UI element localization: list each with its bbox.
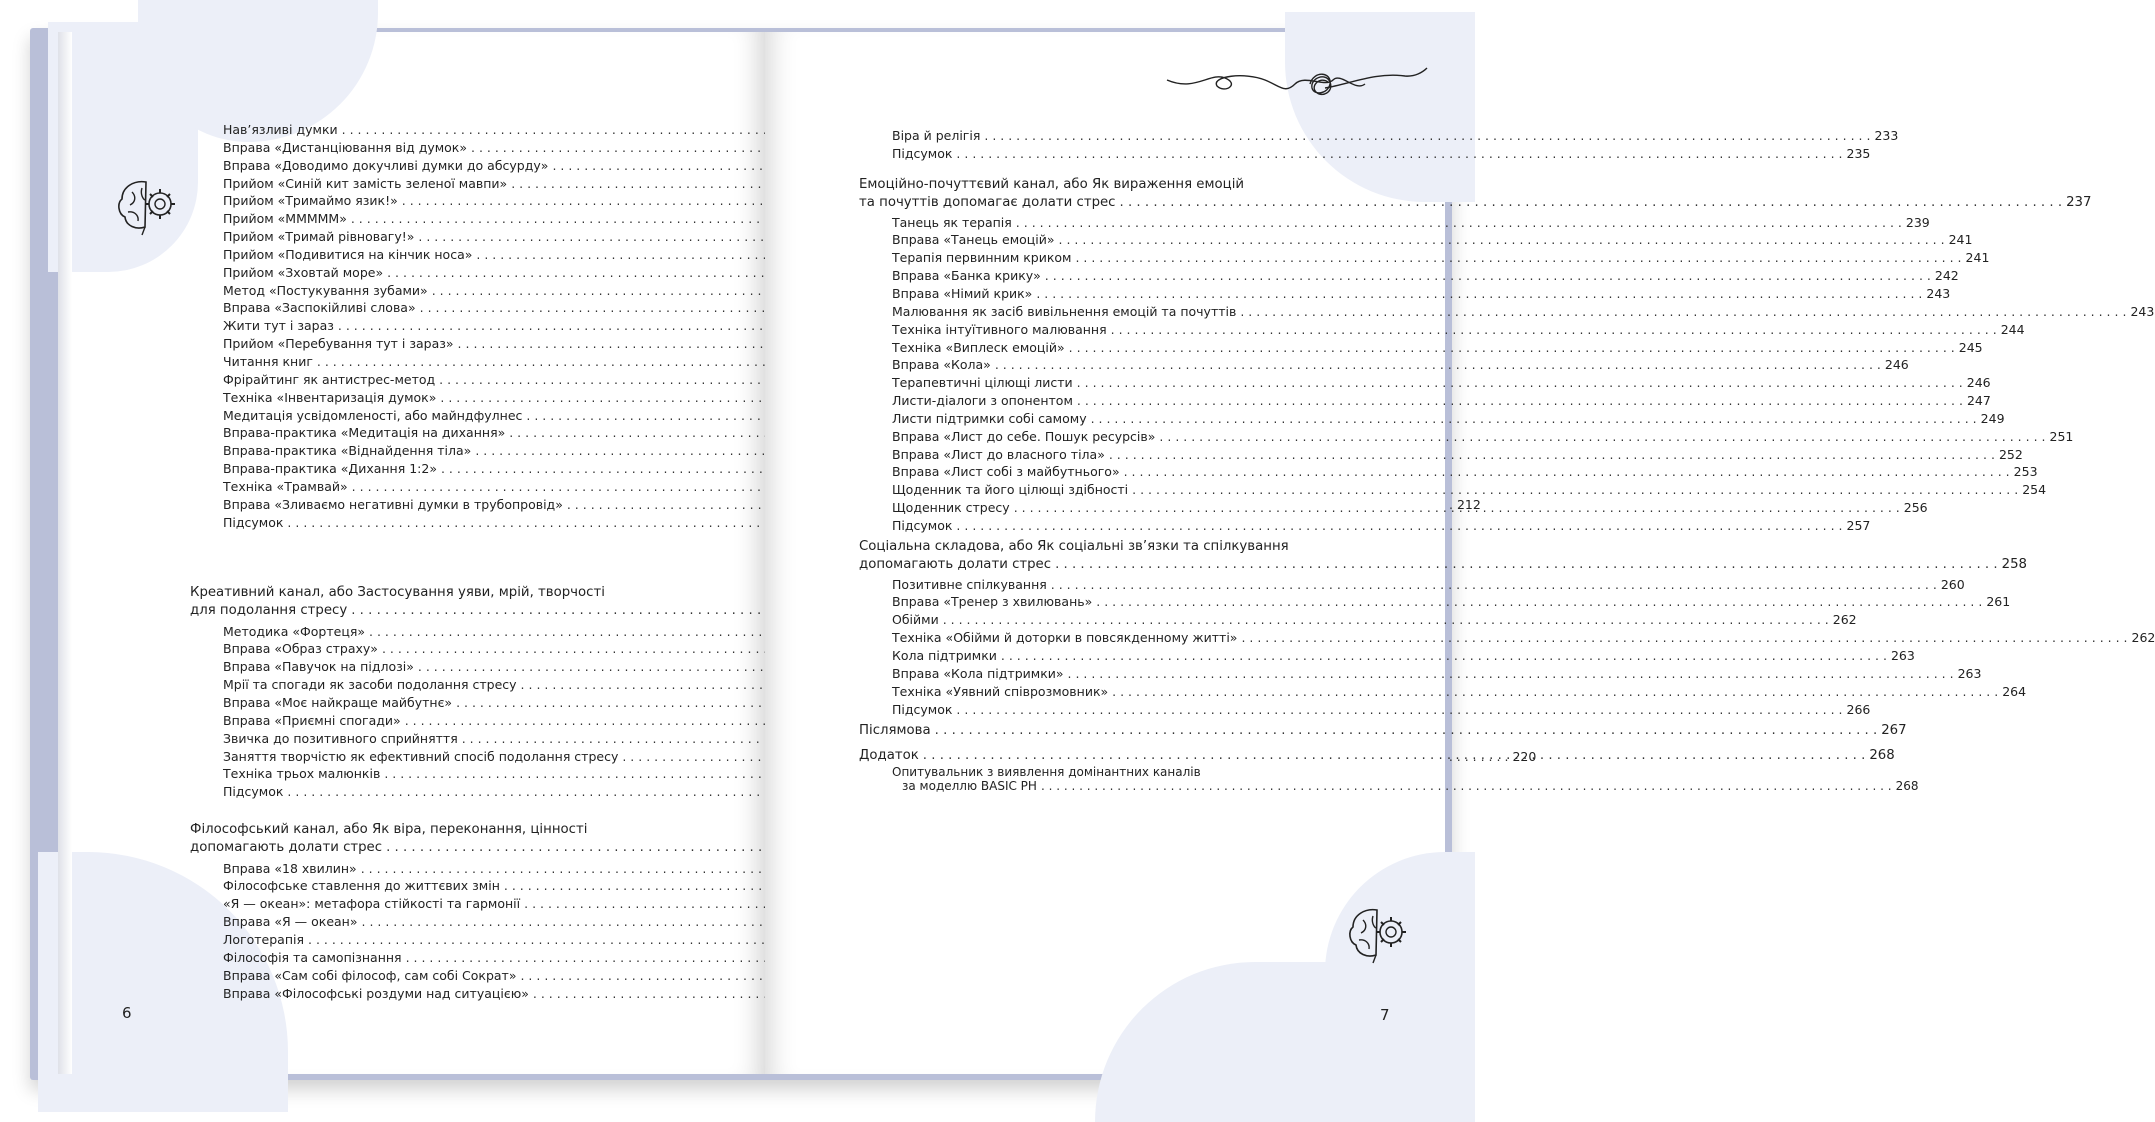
toc-entry-title: Вправа-практика «Дихання 1:2» [223,461,437,477]
toc-entry[interactable] [223,949,679,967]
toc-entry[interactable] [223,353,679,371]
toc-afterword [859,722,1907,740]
toc-entry[interactable] [223,157,679,175]
page-number-left: 6 [122,1004,132,1022]
toc-entry-title: Методика «Фортеця» [223,623,365,639]
toc-entry-title: Вправа «Заспокійливі слова» [223,300,416,316]
scribble-line-icon [1165,62,1435,112]
section-heading-line1: Креативний канал, або Застосування уяви, мрій, творчості [190,585,605,600]
toc-entry[interactable] [223,895,679,913]
page-number: 268 [1869,748,1895,763]
leader-dots [1014,499,1900,517]
toc-entry[interactable] [223,676,679,694]
toc-entry[interactable] [223,424,679,442]
section-entries [190,860,679,1003]
section-heading[interactable] [190,821,679,857]
toc-entry-page: 263 [1957,665,1982,681]
toc-entry-title: Техніка «Виплеск емоцій» [892,339,1065,355]
toc-entry[interactable] [223,765,679,783]
afterword-title: Післямова [859,723,931,738]
toc-entry-title: Філософія та самопізнання [223,949,402,965]
toc-entry-page: 252 [1998,446,2023,462]
toc-entry-title: Вправа «Банка крику» [892,268,1041,284]
toc-entry-title: Техніка «Трамвай» [223,478,348,494]
toc-entry-page: 253 [2013,464,2038,480]
toc-entry[interactable] [892,446,2023,464]
toc-entry-title: Вправа «18 хвилин» [223,860,357,876]
leader-dots [1132,481,2018,499]
toc-entry-title: Прийом «Тримай рівновагу!» [223,229,415,245]
toc-entry-title: Терапевтичні цілющі листи [892,375,1073,391]
toc-entry[interactable] [892,517,1871,535]
leader-dots [1111,321,1997,339]
toc-entry[interactable] [223,264,679,282]
toc-entry-title: Обійми [892,612,939,628]
toc-entry-page: 212 [1456,496,1481,512]
afterword-entry[interactable] [859,722,1907,740]
toc-entry-page: 241 [1965,250,1990,266]
toc-entry-title: Кола підтримки [892,647,997,663]
leader-dots [1068,665,1954,683]
toc-entry[interactable] [892,267,1959,285]
toc-entry[interactable] [892,647,1915,665]
leader-dots [1096,593,1982,611]
page-number: 258 [2001,556,2028,572]
toc-entry[interactable] [892,481,2047,499]
leader-dots [984,127,1870,145]
toc-entry[interactable] [223,877,679,895]
toc-social-section [859,538,2155,718]
leader-dots [1109,446,1995,464]
toc-entry-title: Жити тут і зараз [223,318,334,334]
toc-entry[interactable] [892,428,2074,446]
toc-entry[interactable] [223,282,679,300]
toc-entry-title: Підсумок [892,701,953,717]
toc-entry[interactable] [223,623,679,641]
toc-entry-title: Прийом «Синій кит замість зеленої мавпи» [223,175,508,191]
toc-entry[interactable] [892,321,2025,339]
toc-entry[interactable] [223,913,679,931]
toc-entry-page: 260 [1940,576,1965,592]
toc-entry-title: Вправа «Зливаємо негативні думки в трубопровід» [223,496,563,512]
toc-entry[interactable] [223,192,679,210]
toc-entry-title: Прийом «МММММ» [223,211,347,227]
section-heading-line2: допомагають долати стрес [190,839,383,855]
toc-entry[interactable] [223,860,679,878]
toc-entry-page: 239 [1905,214,1930,230]
toc-entry-title: Прийом «Перебування тут і зараз» [223,336,454,352]
leader-dots [1059,231,1945,249]
toc-entry[interactable] [892,231,1973,249]
toc-entry-page: 243 [1926,285,1951,301]
toc-entry-page: 254 [2022,482,2047,498]
toc-entry[interactable] [223,442,679,460]
toc-entry[interactable] [892,665,1982,683]
toc-entry-title: Вправа «Сам собі філософ, сам собі Сократ» [223,967,517,983]
toc-entry-title: Мрії та спогади як засоби подолання стресу [223,677,517,693]
toc-entry[interactable] [223,228,679,246]
toc-entry[interactable] [892,249,1990,267]
toc-entry[interactable] [892,611,1857,629]
appendix-title: Додаток [859,748,919,763]
toc-entry-page: 243 [2130,303,2155,319]
toc-entry-page: 264 [2002,683,2027,699]
toc-entry-title: Вправа «Моє найкраще майбутнє» [223,694,453,710]
leader-dots [956,701,1842,719]
toc-right-top [892,127,1899,163]
section-heading[interactable] [859,176,2092,212]
toc-entry[interactable] [892,392,1991,410]
leader-dots [1075,249,1961,267]
toc-entry-page: 251 [2049,428,2074,444]
brain-gear-icon [1343,900,1413,970]
toc-entry-title: Вправа-практика «Медитація на дихання» [223,425,506,441]
toc-entry-page: 242 [1934,268,1959,284]
toc-entry-title: Вправа «Тренер з хвилювань» [892,594,1093,610]
leader-dots [1124,463,2010,481]
toc-entry-title: Підсумок [892,145,953,161]
toc-entry-page: 257 [1846,517,1871,533]
toc-entry[interactable] [223,658,679,676]
leader-dots [1016,214,1902,232]
toc-entry-title: Метод «Постукування зубами» [223,282,428,298]
toc-entry[interactable] [892,629,2155,647]
toc-entry[interactable] [892,683,2027,701]
toc-entry-title: Читання книг [223,353,313,369]
toc-entry-title: Медитація усвідомленості, або майндфулнес [223,407,523,423]
toc-entry[interactable] [892,410,2005,428]
toc-entry-page: 246 [1966,375,1991,391]
leader-dots [1077,374,1963,392]
toc-entry-title: Прийом «Тримаймо язик!» [223,193,398,209]
leader-dots [1069,339,1955,357]
toc-philosophy-section [190,821,679,1002]
toc-entry-page: 262 [1832,612,1857,628]
toc-entry-title: Вправа «Німий крик» [892,285,1033,301]
leader-dots [1055,556,1998,574]
toc-entry-title: Вправа «Образ страху» [223,641,378,657]
toc-entry[interactable] [223,460,679,478]
leader-dots [1159,428,2045,446]
section-heading[interactable] [190,584,679,620]
toc-entry-title: Звичка до позитивного сприйняття [223,730,458,746]
toc-entry[interactable] [223,317,679,335]
toc-entry-title: Вправа «Кола» [892,357,991,373]
leader-dots [1041,779,1892,794]
toc-entry[interactable] [892,214,1930,232]
page-number: 267 [1881,723,1907,738]
page-number: 237 [2066,194,2092,210]
appendix-subentry-line2: за моделлю BASIC PH [902,779,1037,794]
toc-entry-title: Техніка «Обійми й доторки в повсякденному житті» [892,630,1238,646]
toc-entry-page: 247 [1966,393,1991,409]
toc-entry-title: Вправа «Павучок на підлозі» [223,659,414,675]
toc-entry-title: Вправа «Я — океан» [223,914,358,930]
page-edge [58,32,72,1074]
toc-entry-title: Вправа «Лист до себе. Пошук ресурсів» [892,428,1156,444]
toc-entry-title: Вправа «Лист собі з майбутнього» [892,464,1120,480]
toc-entry[interactable] [223,931,679,949]
toc-entry-page: 261 [1986,594,2011,610]
toc-entry-page: 262 [2131,630,2155,646]
leader-dots [1112,683,1998,701]
toc-entry[interactable] [223,210,679,228]
toc-entry-title: Вправа «Доводимо докучливі думки до абсурду» [223,157,549,173]
toc-entry[interactable] [892,285,1951,303]
toc-entry-title: Вправа «Філософські роздуми над ситуацією» [223,985,529,1001]
toc-entry[interactable] [892,145,1871,163]
leader-dots [1091,410,1977,428]
toc-entry[interactable] [223,783,679,801]
toc-entry[interactable] [223,730,679,748]
toc-entry-title: Листи-діалоги з опонентом [892,393,1073,409]
toc-entry[interactable] [892,593,2011,611]
toc-entry[interactable] [223,121,679,139]
toc-entry[interactable] [223,967,679,985]
toc-entry-page: 244 [2000,321,2025,337]
toc-entry-title: Філософське ставлення до життєвих змін [223,878,500,894]
toc-entry[interactable] [223,175,679,193]
toc-entry-title: Заняття творчістю як ефективний спосіб подолання стресу [223,748,619,764]
toc-entry-page: 235 [1846,145,1871,161]
leader-dots [923,747,1866,765]
toc-entry[interactable] [892,374,1991,392]
toc-entry[interactable] [892,576,1965,594]
toc-entry-title: Нав’язливі думки [223,122,338,137]
toc-entry-page: 233 [1874,128,1899,143]
leader-dots [943,611,1829,629]
leader-dots [995,356,1881,374]
leader-dots [1001,647,1887,665]
toc-entry-title: Танець як терапія [892,214,1012,230]
toc-entry-title: Щоденник та його цілющі здібності [892,482,1129,498]
toc-entry-title: Фрірайтинг як антистрес-метод [223,371,436,387]
brain-gear-icon [112,172,182,242]
section-heading-line2: та почуттів допомагає долати стрес [859,194,1116,210]
toc-entry[interactable] [892,303,2155,321]
section-heading-line1: Філософський канал, або Як віра, переконання, цінності [190,822,588,837]
section-heading-line2: допомагають долати стрес [859,556,1052,572]
toc-entry-title: Підсумок [223,784,284,800]
toc-entry-title: Техніка трьох малюнків [223,766,381,782]
toc-entry[interactable] [223,246,679,264]
toc-entry-title: Вправа «Приємні спогади» [223,712,401,728]
section-heading-line2: для подолання стресу [190,602,348,618]
toc-entry-title: Вправа «Кола підтримки» [892,665,1064,681]
toc-entry-title: Вправа «Лист до власного тіла» [892,446,1105,462]
toc-entry-title: Віра й релігія [892,128,981,143]
page-number: 268 [1895,779,1919,794]
toc-entry[interactable] [223,389,679,407]
toc-entry-page: 266 [1846,701,1871,717]
toc-entry-title: Листи підтримки собі самому [892,410,1087,426]
toc-entry[interactable] [223,712,679,730]
toc-entry-page: 256 [1903,500,1928,516]
leader-dots [1036,285,1922,303]
toc-entry-title: Позитивне спілкування [892,576,1047,592]
toc-entry[interactable] [223,478,679,496]
toc-entry[interactable] [223,139,679,157]
page-number-right: 7 [1380,1006,1390,1024]
leader-dots [956,145,1842,163]
toc-entry-title: Техніка інтуїтивного малювання [892,321,1107,337]
toc-entry-title: «Я — океан»: метафора стійкості та гармонії [223,896,521,912]
toc-entry[interactable] [892,463,2038,481]
leader-dots [956,517,1842,535]
toc-entry[interactable] [223,640,679,658]
toc-entry-title: Терапія первинним криком [892,250,1072,266]
toc-entry-page: 246 [1884,357,1909,373]
toc-entry-title: Прийом «Зховтай море» [223,264,384,280]
toc-entry[interactable] [892,339,1983,357]
toc-entry[interactable] [223,299,679,317]
toc-entry-title: Логотерапія [223,931,304,947]
toc-entry[interactable] [223,371,679,389]
toc-entry-page: 241 [1948,232,1973,248]
toc-entry-title: Малювання як засіб вивільнення емоцій та почуттів [892,303,1237,319]
toc-entry-page: 263 [1890,647,1915,663]
toc-entry-title: Прийом «Подивитися на кінчик носа» [223,246,473,262]
toc-entry[interactable] [223,514,679,532]
toc-entry-title: Підсумок [223,514,284,530]
leader-dots [1045,267,1931,285]
toc-entry[interactable] [892,127,1899,145]
section-entries [859,576,2155,719]
toc-entry[interactable] [223,694,679,712]
toc-entry-title: Техніка «Уявний співрозмовник» [892,683,1109,699]
toc-entry-title: Вправа «Дистанціювання від думок» [223,139,468,155]
toc-entry[interactable] [223,407,679,425]
toc-entry[interactable] [223,985,679,1003]
toc-entry-page: 249 [1980,410,2005,426]
leader-dots [1120,194,2063,212]
toc-entry[interactable] [892,701,1871,719]
toc-entry-title: Підсумок [892,517,953,533]
leader-dots [935,722,1878,740]
toc-entry-title: Вправа «Танець емоцій» [892,232,1055,248]
section-heading[interactable] [859,538,2028,574]
toc-entry[interactable] [223,335,679,353]
section-heading-line1: Емоційно-почуттєвий канал, або Як вираження емоцій [859,177,1245,192]
toc-entry-page: 245 [1958,339,1983,355]
leader-dots [1241,629,2127,647]
appendix-subentry[interactable] [859,764,1919,794]
toc-entry-title: Техніка «Інвентаризація думок» [223,389,437,405]
toc-entry[interactable] [892,356,1909,374]
section-heading-line1: Соціальна складова, або Як соціальні зв’язки та спілкування [859,539,1289,554]
leader-dots [1051,576,1937,594]
toc-entry-page: 220 [1512,748,1537,764]
toc-entry-title: Вправа-практика «Віднайдення тіла» [223,443,472,459]
appendix-subentry-line1: Опитувальник з виявлення домінантних каналів [892,764,1201,779]
toc-entry-title: Щоденник стресу [892,500,1010,516]
leader-dots [1240,303,2126,321]
leader-dots [1077,392,1963,410]
